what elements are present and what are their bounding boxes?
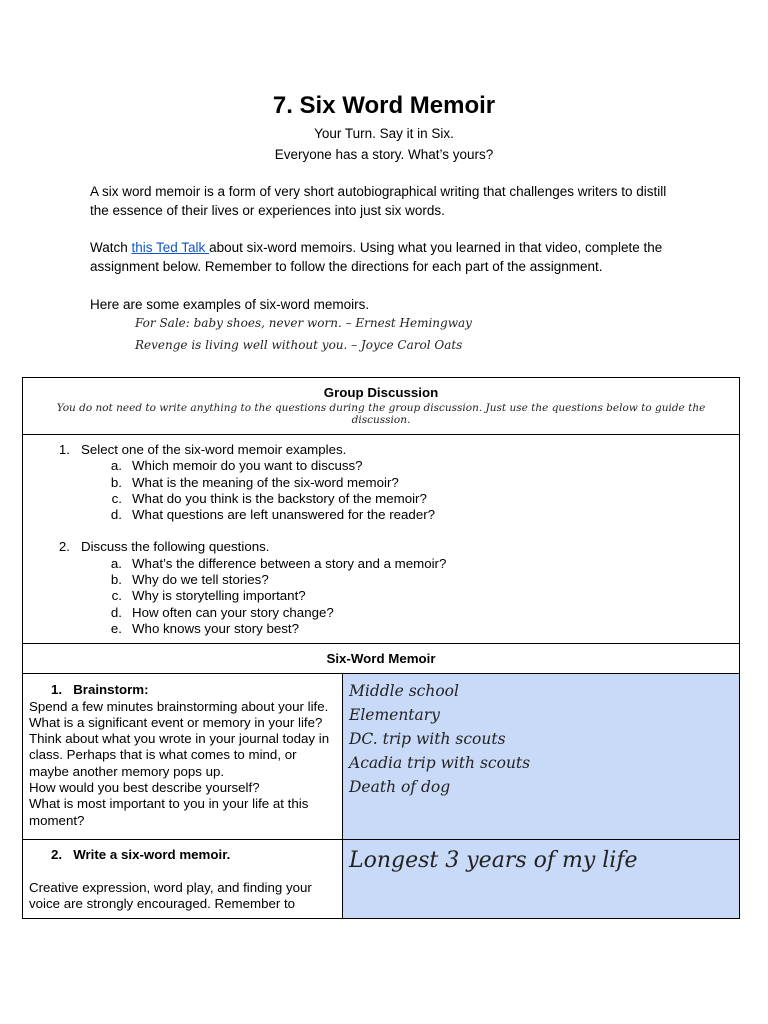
question-2e: e. Who knows your story best? <box>110 620 300 636</box>
question-2c: c. Why is storytelling important? <box>111 588 306 604</box>
brainstorm-answer-box[interactable] <box>343 674 740 840</box>
memoir-answer: Longest 3 years of my life <box>349 848 638 874</box>
question-1a: a. Which memoir do you want to discuss? <box>110 458 363 474</box>
discussion-questions <box>23 435 740 644</box>
page-title: 7. Six Word Memoir <box>272 92 496 119</box>
six-word-memoir-heading: Six-Word Memoir <box>23 644 740 674</box>
brainstorm-instructions <box>23 674 343 840</box>
subtitle-question: Everyone has a story. What’s yours? <box>274 147 494 162</box>
question-1c: c. What do you think is the backstory of the memoir? <box>111 490 427 506</box>
answer-line: Middle school <box>349 682 459 701</box>
question-1d: d. What questions are left unanswered for the reader? <box>110 507 436 523</box>
group-discussion-note: You do not need to write anything to the questions during the group discussion. Just use the questions below to guide the discussion. <box>56 402 706 426</box>
question-2: 2. Discuss the following questions. <box>58 539 270 555</box>
example-oates: Revenge is living well without you. – Joyce Carol Oats <box>135 338 463 352</box>
question-1: 1. Select one of the six-word memoir examples. <box>58 442 347 457</box>
watch-prefix: Watch <box>90 240 132 255</box>
examples-label: Here are some examples of six-word memoirs. <box>90 297 370 312</box>
intro-paragraph: A six word memoir is a form of very short autobiographical writing that challenges writers to distill the essence of their lives or experiences into just six words. <box>90 184 667 218</box>
ted-talk-link[interactable]: this Ted Talk <box>131 240 210 255</box>
assignment-table <box>22 377 740 919</box>
group-discussion-heading: Group Discussion <box>323 385 439 400</box>
question-2d: d. How often can your story change? <box>110 604 334 620</box>
group-discussion-header <box>23 378 740 435</box>
watch-suffix: about six-word memoirs. Using what you learned in that video, complete the assignment below. Remember to follow the directions for each part of the assignment. <box>90 240 663 274</box>
subtitle: Your Turn. Say it in Six. <box>314 126 454 141</box>
answer-line: Acadia trip with scouts <box>349 754 531 773</box>
question-2a: a. What’s the difference between a story and a memoir? <box>110 555 447 571</box>
answer-line: Death of dog <box>349 778 451 797</box>
question-1b: b. What is the meaning of the six-word memoir? <box>110 474 399 490</box>
brainstorm-question-2: What is most important to you in your life at this moment? <box>29 796 309 828</box>
answer-line: DC. trip with scouts <box>349 730 506 749</box>
answer-line: Elementary <box>349 706 440 725</box>
example-hemingway: For Sale: baby shoes, never worn. – Ernest Hemingway <box>135 316 472 330</box>
memoir-answer-box[interactable] <box>343 840 740 919</box>
brainstorm-body: Spend a few minutes brainstorming about your life. What is a significant event or memory in your life? Think about what you wrote in your journal today in class. Perhaps that is what comes to mind, or maybe another memory pops up. <box>29 698 330 779</box>
question-2b: b. Why do we tell stories? <box>110 572 269 588</box>
brainstorm-title: 1. Brainstorm: <box>51 682 149 698</box>
brainstorm-question-1: How would you best describe yourself? <box>29 780 260 796</box>
watch-paragraph <box>90 238 680 276</box>
write-memoir-body: Creative expression, word play, and finding your voice are strongly encouraged. Remember to <box>29 879 312 911</box>
write-memoir-title: 2. Write a six-word memoir. <box>51 847 231 863</box>
write-memoir-instructions <box>23 840 343 919</box>
